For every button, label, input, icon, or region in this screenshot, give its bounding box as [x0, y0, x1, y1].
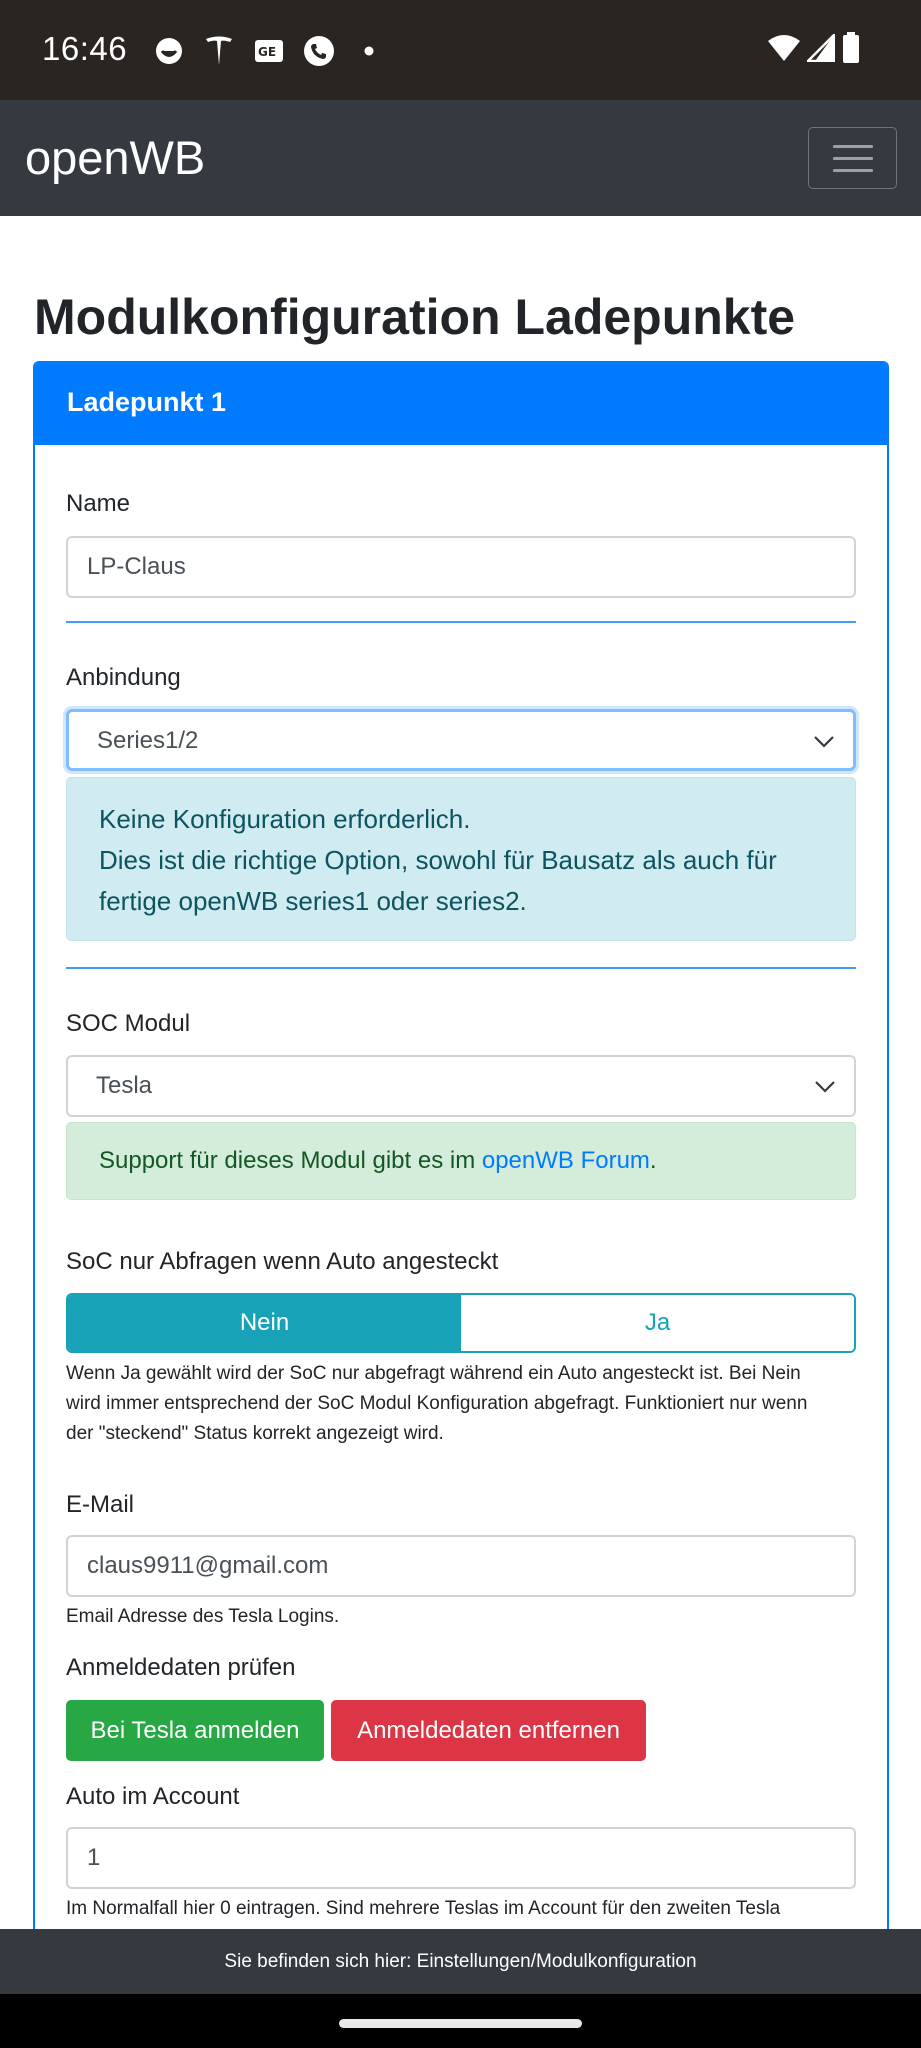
soc-plugged-help	[66, 1359, 807, 1449]
phone-icon	[302, 34, 336, 68]
gesture-bar	[0, 1994, 921, 2048]
breadcrumb-footer: Sie befinden sich hier: Einstellungen/Modulkonfiguration	[0, 1929, 921, 1994]
svg-text:GE: GE	[258, 45, 277, 59]
anbindung-info-alert	[66, 777, 856, 941]
anbindung-label: Anbindung	[66, 664, 181, 691]
tesla-icon	[202, 34, 236, 68]
support-text: Support für dieses Modul gibt es im	[99, 1147, 482, 1174]
toggle-nein-button[interactable]: Nein	[68, 1295, 461, 1351]
notification-icons	[152, 32, 386, 70]
status-time: 16:46	[42, 30, 128, 67]
section-divider	[66, 621, 856, 623]
signal-icon	[807, 34, 835, 67]
openwb-forum-link[interactable]: openWB Forum	[481, 1147, 650, 1174]
brand-logo[interactable]: openWB	[25, 131, 206, 184]
navbar	[0, 100, 921, 216]
battery-icon	[841, 32, 861, 69]
support-end: .	[649, 1147, 657, 1174]
remove-credentials-button[interactable]: Anmeldedaten entfernen	[331, 1700, 646, 1761]
menu-toggle-button[interactable]	[808, 127, 897, 189]
info-line: Dies ist die richtige Option, sowohl für Bausatz als auch für	[99, 845, 777, 875]
status-bar	[0, 0, 921, 100]
section-divider	[66, 967, 856, 969]
info-line: Keine Konfiguration erforderlich.	[99, 804, 471, 834]
name-input[interactable]: LP-Claus	[66, 536, 856, 598]
email-input[interactable]: claus9911@gmail.com	[66, 1535, 856, 1597]
car-account-label: Auto im Account	[66, 1783, 240, 1810]
car-account-help: Im Normalfall hier 0 eintragen. Sind mehrere Teslas im Account für den zweiten Tesla	[66, 1898, 781, 1919]
soc-plugged-toggle	[66, 1293, 856, 1353]
dot-icon	[352, 34, 386, 68]
help-line: der "steckend" Status korrekt angezeigt wird.	[66, 1423, 444, 1444]
name-label: Name	[66, 490, 131, 517]
home-gesture-handle[interactable]	[339, 2019, 582, 2028]
anbindung-selected: Series1/2	[97, 727, 199, 754]
anbindung-select[interactable]	[66, 709, 856, 771]
hamburger-line	[833, 169, 873, 172]
soc-modul-label: SOC Modul	[66, 1010, 191, 1037]
page-title: Modulkonfiguration Ladepunkte	[34, 289, 796, 345]
face-icon	[152, 34, 186, 68]
email-label: E-Mail	[66, 1491, 135, 1518]
system-icons	[767, 30, 861, 70]
chevron-down-icon	[811, 728, 837, 754]
toggle-ja-button[interactable]: Ja	[461, 1295, 854, 1351]
tesla-login-button[interactable]: Bei Tesla anmelden	[66, 1700, 324, 1761]
soc-support-alert	[66, 1122, 856, 1200]
soc-modul-selected: Tesla	[96, 1072, 153, 1099]
chevron-down-icon	[812, 1073, 838, 1099]
help-line: Wenn Ja gewählt wird der SoC nur abgefragt während ein Auto angesteckt ist. Bei Nein	[66, 1363, 801, 1384]
wifi-icon	[767, 34, 801, 67]
hamburger-line	[833, 157, 873, 160]
soc-modul-select[interactable]	[66, 1055, 856, 1117]
ge-icon	[252, 34, 286, 68]
info-line: fertige openWB series1 oder series2.	[99, 886, 527, 916]
email-help: Email Adresse des Tesla Logins.	[66, 1606, 340, 1627]
hamburger-line	[833, 145, 873, 148]
help-line: wird immer entsprechend der SoC Modul Konfiguration abgefragt. Funktioniert nur wenn	[66, 1393, 808, 1414]
card-header: Ladepunkt 1	[35, 363, 887, 445]
soc-plugged-label: SoC nur Abfragen wenn Auto angesteckt	[66, 1248, 499, 1275]
car-account-input[interactable]: 1	[66, 1827, 856, 1889]
login-check-label: Anmeldedaten prüfen	[66, 1654, 296, 1681]
